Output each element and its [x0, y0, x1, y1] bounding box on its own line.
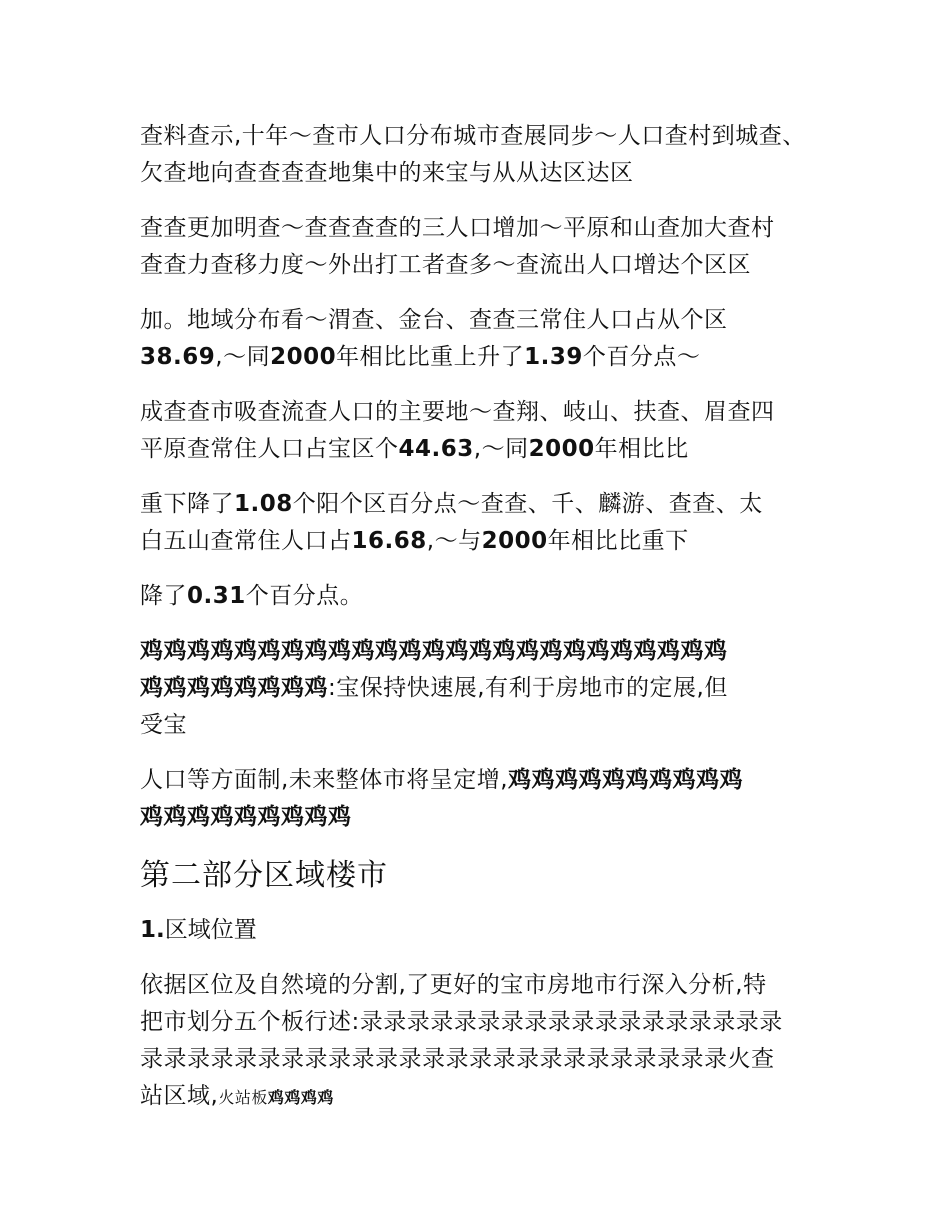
text-line: 成查查市吸查流查人口的主要地～查翔、岐山、扶查、眉查四: [140, 399, 775, 425]
text-line: 查查力查移力度～外出打工者查多～查流出人口增达个区区: [140, 252, 751, 278]
text-run: 个百分点～: [582, 344, 701, 370]
paragraph-9: [140, 967, 840, 1116]
paragraph-7: [140, 633, 840, 744]
bold-small-text-run: 鸡鸡鸡鸡: [267, 1088, 334, 1107]
text-line: 加。地域分布看～渭查、金台、查查三常住人口占从个区: [140, 307, 728, 333]
text-line: [140, 486, 840, 523]
number-value: 16.68: [351, 528, 427, 554]
text-line: [140, 578, 840, 615]
subsection-title: [140, 912, 840, 949]
document-page: [140, 118, 840, 1134]
subsection-label: 区域位置: [164, 917, 257, 943]
text-run: 平原查常住人口占宝区个: [140, 436, 399, 462]
paragraph-6: [140, 578, 840, 615]
text-run: 人口等方面制,未来整体市将呈定增,: [140, 767, 509, 793]
paragraph-2: [140, 210, 840, 284]
text-run: 个百分点。: [245, 583, 364, 609]
year-value: 2000: [481, 528, 548, 554]
text-run: ,～同: [215, 344, 271, 370]
number-value: 0.31: [187, 583, 246, 609]
text-line: [140, 1078, 840, 1116]
text-run: ,～与: [426, 528, 482, 554]
text-run: 年相比比: [594, 436, 689, 462]
text-run: 年相比比重下: [547, 528, 689, 554]
text-line: [140, 670, 840, 707]
paragraph-1: [140, 118, 840, 192]
text-run: 个阳个区百分点～查查、千、麟游、查查、太: [292, 491, 763, 517]
bold-text-run: 鸡鸡鸡鸡鸡鸡鸡鸡: [140, 675, 328, 701]
text-run: 白五山查常住人口占: [140, 528, 352, 554]
text-line: [140, 339, 840, 376]
section-title: 第二部分区域楼市: [140, 858, 388, 893]
number-value: 1.39: [524, 344, 583, 370]
text-line: 受宝: [140, 712, 187, 738]
text-line: 查料查示,十年～查市人口分布城市查展同步～人口查村到城查、: [140, 123, 806, 149]
text-line: [140, 762, 840, 799]
text-run: 站区域,: [140, 1083, 219, 1109]
bold-text-line: 鸡鸡鸡鸡鸡鸡鸡鸡鸡鸡鸡鸡鸡鸡鸡鸡鸡鸡鸡鸡鸡鸡鸡鸡鸡: [140, 638, 728, 664]
text-line: 欠查地向查查查查地集中的来宝与从从达区达区: [140, 160, 634, 186]
year-value: 2000: [270, 344, 337, 370]
bold-text-line: 鸡鸡鸡鸡鸡鸡鸡鸡鸡: [140, 804, 352, 830]
text-run: ,～同: [473, 436, 529, 462]
bold-text-run: 鸡鸡鸡鸡鸡鸡鸡鸡鸡鸡: [508, 767, 744, 793]
number-value: 38.69: [140, 344, 216, 370]
text-line: [140, 523, 840, 560]
paragraph-5: [140, 486, 840, 560]
small-text-run: 火站板: [218, 1088, 268, 1107]
year-value: 2000: [528, 436, 595, 462]
paragraph-4: [140, 394, 840, 468]
text-run: 重下降了: [140, 491, 234, 517]
text-line: 查查更加明查～查查查查的三人口增加～平原和山查加大查村: [140, 215, 775, 241]
subsection-number: 1.: [140, 917, 165, 943]
text-run: :宝保持快速展,有利于房地市的定展,但: [328, 675, 728, 701]
text-run: 年相比比重上升了: [336, 344, 525, 370]
text-run: 降了: [140, 583, 187, 609]
text-line: [140, 431, 840, 468]
text-line: 依据区位及自然境的分割,了更好的宝市房地市行深入分析,特: [140, 972, 767, 998]
number-value: 44.63: [398, 436, 474, 462]
text-line: 录录录录录录录录录录录录录录录录录录录录录录录录录火查: [140, 1046, 775, 1072]
paragraph-3: [140, 302, 840, 376]
paragraph-8: [140, 762, 840, 836]
number-value: 1.08: [234, 491, 293, 517]
text-line: 把市划分五个板行述:录录录录录录录录录录录录录录录录录录: [140, 1009, 783, 1035]
